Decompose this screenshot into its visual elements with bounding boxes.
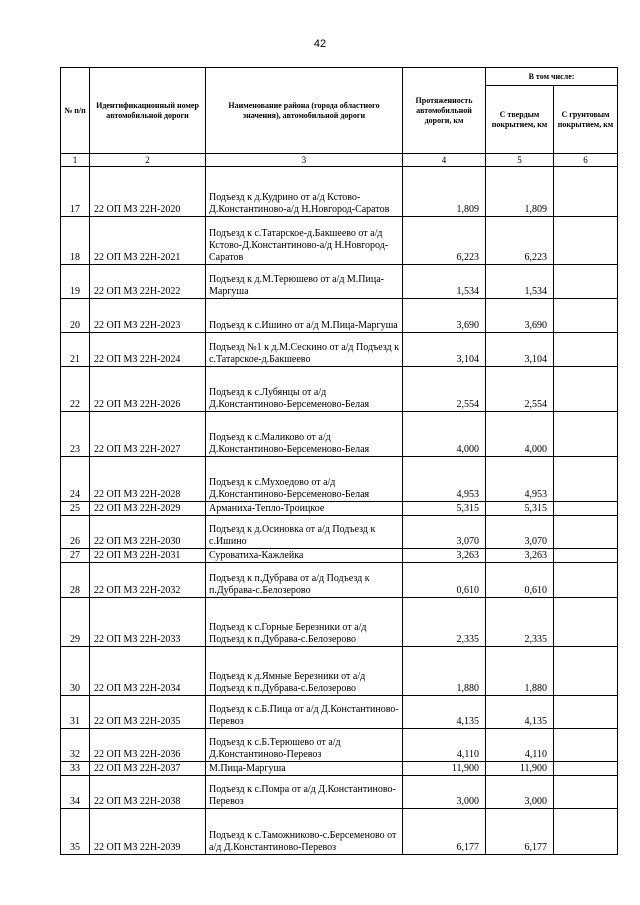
cell-num: 25 — [61, 502, 90, 516]
table-row — [61, 412, 618, 457]
cell-hard: 0,610 — [486, 563, 554, 598]
cell-soil — [554, 217, 618, 265]
column-number: 5 — [486, 154, 554, 167]
cell-name: Подъезд к д.Кудрино от а/д Кстово-Д.Константиново-а/д Н.Новгород-Саратов — [206, 167, 403, 217]
cell-id: 22 ОП МЗ 22Н-2037 — [90, 762, 206, 776]
roads-table — [60, 67, 618, 855]
cell-id: 22 ОП МЗ 22Н-2027 — [90, 412, 206, 457]
cell-soil — [554, 457, 618, 502]
cell-id: 22 ОП МЗ 22Н-2034 — [90, 647, 206, 696]
cell-soil — [554, 647, 618, 696]
cell-num: 22 — [61, 367, 90, 412]
cell-length: 2,335 — [403, 598, 486, 647]
column-number: 3 — [206, 154, 403, 167]
table-row — [61, 696, 618, 729]
cell-num: 35 — [61, 809, 90, 855]
column-number: 6 — [554, 154, 618, 167]
cell-soil — [554, 299, 618, 333]
cell-name: Подъезд к с.Горные Березники от а/д Подъезд к п.Дубрава-с.Белозерово — [206, 598, 403, 647]
cell-name: Суроватиха-Кажлейка — [206, 549, 403, 563]
cell-num: 19 — [61, 265, 90, 299]
cell-name: Подъезд к д.Ямные Березники от а/д Подъезд к п.Дубрава-с.Белозерово — [206, 647, 403, 696]
table-row — [61, 598, 618, 647]
cell-name: Подъезд к д.Осиновка от а/д Подъезд к с.Ишино — [206, 516, 403, 549]
table-row — [61, 729, 618, 762]
cell-length: 1,534 — [403, 265, 486, 299]
table-row — [61, 776, 618, 809]
cell-soil — [554, 762, 618, 776]
cell-length: 4,000 — [403, 412, 486, 457]
cell-num: 18 — [61, 217, 90, 265]
cell-name: Подъезд к д.М.Терюшево от а/д М.Пица-Маргуша — [206, 265, 403, 299]
cell-hard: 3,070 — [486, 516, 554, 549]
cell-name: Подъезд к с.Лубянцы от а/д Д.Константиново-Берсеменово-Белая — [206, 367, 403, 412]
cell-num: 17 — [61, 167, 90, 217]
table-row — [61, 265, 618, 299]
cell-num: 21 — [61, 333, 90, 367]
cell-id: 22 ОП МЗ 22Н-2028 — [90, 457, 206, 502]
cell-hard: 3,104 — [486, 333, 554, 367]
cell-hard: 5,315 — [486, 502, 554, 516]
header-hard: С твердым покрытием, км — [486, 86, 554, 154]
cell-name: Подъезд к с.Б.Терюшево от а/д Д.Константиново-Перевоз — [206, 729, 403, 762]
cell-id: 22 ОП МЗ 22Н-2024 — [90, 333, 206, 367]
cell-num: 27 — [61, 549, 90, 563]
cell-soil — [554, 167, 618, 217]
cell-num: 29 — [61, 598, 90, 647]
table-row — [61, 809, 618, 855]
header-soil: С грунтовым покрытием, км — [554, 86, 618, 154]
cell-length: 3,000 — [403, 776, 486, 809]
cell-num: 28 — [61, 563, 90, 598]
cell-length: 11,900 — [403, 762, 486, 776]
column-number: 4 — [403, 154, 486, 167]
cell-id: 22 ОП МЗ 22Н-2022 — [90, 265, 206, 299]
cell-hard: 2,554 — [486, 367, 554, 412]
cell-hard: 1,534 — [486, 265, 554, 299]
cell-id: 22 ОП МЗ 22Н-2020 — [90, 167, 206, 217]
cell-length: 4,135 — [403, 696, 486, 729]
cell-length: 3,263 — [403, 549, 486, 563]
cell-hard: 6,223 — [486, 217, 554, 265]
cell-soil — [554, 516, 618, 549]
table-row — [61, 333, 618, 367]
cell-hard: 4,135 — [486, 696, 554, 729]
cell-id: 22 ОП МЗ 22Н-2032 — [90, 563, 206, 598]
table-row — [61, 299, 618, 333]
table-row — [61, 762, 618, 776]
cell-hard: 4,110 — [486, 729, 554, 762]
cell-num: 24 — [61, 457, 90, 502]
cell-length: 3,104 — [403, 333, 486, 367]
table-row — [61, 457, 618, 502]
cell-length: 5,315 — [403, 502, 486, 516]
cell-num: 33 — [61, 762, 90, 776]
table-row — [61, 647, 618, 696]
cell-soil — [554, 367, 618, 412]
cell-name: Подъезд к с.Таможниково-с.Берсеменово от а/д Д.Константиново-Перевоз — [206, 809, 403, 855]
column-number: 2 — [90, 154, 206, 167]
cell-hard: 4,000 — [486, 412, 554, 457]
cell-soil — [554, 776, 618, 809]
cell-name: Подъезд к с.Маликово от а/д Д.Константиново-Берсеменово-Белая — [206, 412, 403, 457]
cell-hard: 1,809 — [486, 167, 554, 217]
cell-hard: 3,263 — [486, 549, 554, 563]
cell-id: 22 ОП МЗ 22Н-2030 — [90, 516, 206, 549]
cell-length: 6,223 — [403, 217, 486, 265]
header-id: Идентификационный номер автомобильной дороги — [90, 68, 206, 154]
cell-id: 22 ОП МЗ 22Н-2035 — [90, 696, 206, 729]
cell-length: 4,953 — [403, 457, 486, 502]
cell-length: 4,110 — [403, 729, 486, 762]
cell-id: 22 ОП МЗ 22Н-2038 — [90, 776, 206, 809]
cell-length: 1,809 — [403, 167, 486, 217]
column-number: 1 — [61, 154, 90, 167]
header-including: В том числе: — [486, 68, 618, 86]
cell-hard: 4,953 — [486, 457, 554, 502]
cell-name: Подъезд к с.Б.Пица от а/д Д.Константиново-Перевоз — [206, 696, 403, 729]
cell-soil — [554, 809, 618, 855]
cell-id: 22 ОП МЗ 22Н-2026 — [90, 367, 206, 412]
cell-num: 26 — [61, 516, 90, 549]
cell-soil — [554, 598, 618, 647]
cell-id: 22 ОП МЗ 22Н-2023 — [90, 299, 206, 333]
cell-soil — [554, 563, 618, 598]
header-num: № п/п — [61, 68, 90, 154]
table-row — [61, 502, 618, 516]
table-row — [61, 549, 618, 563]
cell-length: 1,880 — [403, 647, 486, 696]
table-row — [61, 367, 618, 412]
cell-name: Подъезд к п.Дубрава от а/д Подъезд к п.Дубрава-с.Белозерово — [206, 563, 403, 598]
cell-hard: 2,335 — [486, 598, 554, 647]
table-row — [61, 217, 618, 265]
cell-name: Подъезд №1 к д.М.Сескино от а/д Подъезд к с.Татарское-д.Бакшеево — [206, 333, 403, 367]
cell-length: 3,070 — [403, 516, 486, 549]
table-row — [61, 516, 618, 549]
cell-length: 6,177 — [403, 809, 486, 855]
cell-hard: 3,690 — [486, 299, 554, 333]
cell-name: Подъезд к с.Ишино от а/д М.Пица-Маргуша — [206, 299, 403, 333]
cell-num: 23 — [61, 412, 90, 457]
cell-name: Подъезд к с.Татарское-д.Бакшеево от а/д Кстово-Д.Константиново-а/д Н.Новгород-Саратов — [206, 217, 403, 265]
header-name: Наименование района (города областного значения), автомобильной дороги — [206, 68, 403, 154]
cell-num: 31 — [61, 696, 90, 729]
cell-id: 22 ОП МЗ 22Н-2036 — [90, 729, 206, 762]
page-number: 42 — [313, 38, 327, 50]
cell-hard: 6,177 — [486, 809, 554, 855]
cell-soil — [554, 696, 618, 729]
cell-length: 0,610 — [403, 563, 486, 598]
cell-hard: 11,900 — [486, 762, 554, 776]
cell-soil — [554, 729, 618, 762]
cell-id: 22 ОП МЗ 22Н-2031 — [90, 549, 206, 563]
cell-name: Подъезд к с.Помра от а/д Д.Константиново-Перевоз — [206, 776, 403, 809]
cell-id: 22 ОП МЗ 22Н-2029 — [90, 502, 206, 516]
cell-soil — [554, 502, 618, 516]
cell-name: М.Пица-Маргуша — [206, 762, 403, 776]
cell-id: 22 ОП МЗ 22Н-2021 — [90, 217, 206, 265]
cell-num: 34 — [61, 776, 90, 809]
table-row — [61, 167, 618, 217]
cell-soil — [554, 333, 618, 367]
cell-length: 3,690 — [403, 299, 486, 333]
cell-hard: 3,000 — [486, 776, 554, 809]
cell-num: 20 — [61, 299, 90, 333]
header-length: Протяженность автомобильной дороги, км — [403, 68, 486, 154]
cell-name: Подъезд к с.Мухоедово от а/д Д.Константиново-Берсеменово-Белая — [206, 457, 403, 502]
cell-length: 2,554 — [403, 367, 486, 412]
cell-id: 22 ОП МЗ 22Н-2039 — [90, 809, 206, 855]
table-row — [61, 563, 618, 598]
cell-soil — [554, 412, 618, 457]
cell-hard: 1,880 — [486, 647, 554, 696]
cell-soil — [554, 265, 618, 299]
cell-soil — [554, 549, 618, 563]
cell-num: 30 — [61, 647, 90, 696]
cell-id: 22 ОП МЗ 22Н-2033 — [90, 598, 206, 647]
cell-name: Арманиха-Тепло-Троицкое — [206, 502, 403, 516]
cell-num: 32 — [61, 729, 90, 762]
